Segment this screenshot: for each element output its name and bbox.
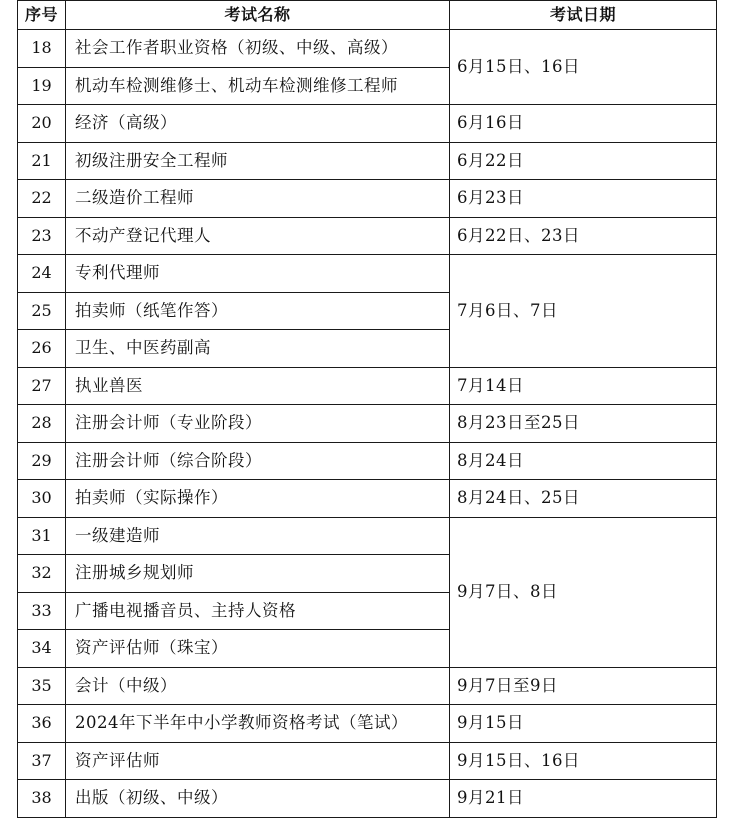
row-number: 38 [18, 780, 66, 818]
table-row [18, 105, 717, 143]
row-number: 26 [18, 330, 66, 368]
row-number: 34 [18, 630, 66, 668]
row-number: 35 [18, 667, 66, 705]
exam-name: 社会工作者职业资格（初级、中级、高级） [66, 30, 450, 68]
exam-date: 6月15日、16日 [450, 30, 717, 105]
exam-name: 专利代理师 [66, 255, 450, 293]
exam-date: 7月14日 [450, 367, 717, 405]
row-number: 32 [18, 555, 66, 593]
table-row [18, 180, 717, 218]
row-number: 29 [18, 442, 66, 480]
table-row [18, 742, 717, 780]
row-number: 18 [18, 30, 66, 68]
exam-name: 拍卖师（纸笔作答） [66, 292, 450, 330]
exam-date: 9月21日 [450, 780, 717, 818]
exam-name: 注册会计师（专业阶段） [66, 405, 450, 443]
row-number: 33 [18, 592, 66, 630]
exam-date: 8月24日 [450, 442, 717, 480]
exam-date: 9月7日至9日 [450, 667, 717, 705]
table-header-row [18, 1, 717, 30]
exam-date: 6月22日、23日 [450, 217, 717, 255]
header-exam-name: 考试名称 [66, 1, 450, 30]
exam-date: 9月15日、16日 [450, 742, 717, 780]
table-row [18, 367, 717, 405]
row-number: 30 [18, 480, 66, 518]
table-row [18, 780, 717, 818]
row-number: 20 [18, 105, 66, 143]
exam-name: 2024年下半年中小学教师资格考试（笔试） [66, 705, 450, 743]
table-row [18, 517, 717, 555]
exam-name: 资产评估师（珠宝） [66, 630, 450, 668]
exam-name: 执业兽医 [66, 367, 450, 405]
table-row [18, 480, 717, 518]
exam-date: 9月7日、8日 [450, 517, 717, 667]
table-row [18, 405, 717, 443]
exam-name: 广播电视播音员、主持人资格 [66, 592, 450, 630]
table-body [18, 30, 717, 818]
row-number: 28 [18, 405, 66, 443]
table-row [18, 142, 717, 180]
exam-date: 6月16日 [450, 105, 717, 143]
exam-schedule-table [17, 0, 717, 818]
table-row [18, 667, 717, 705]
exam-name: 一级建造师 [66, 517, 450, 555]
row-number: 27 [18, 367, 66, 405]
row-number: 21 [18, 142, 66, 180]
table-row [18, 30, 717, 68]
exam-date: 6月22日 [450, 142, 717, 180]
exam-name: 不动产登记代理人 [66, 217, 450, 255]
exam-name: 注册会计师（综合阶段） [66, 442, 450, 480]
exam-name: 经济（高级） [66, 105, 450, 143]
row-number: 37 [18, 742, 66, 780]
row-number: 19 [18, 67, 66, 105]
exam-name: 出版（初级、中级） [66, 780, 450, 818]
table-row [18, 255, 717, 293]
exam-name: 拍卖师（实际操作） [66, 480, 450, 518]
exam-date: 8月24日、25日 [450, 480, 717, 518]
exam-date: 9月15日 [450, 705, 717, 743]
exam-name: 卫生、中医药副高 [66, 330, 450, 368]
table-row [18, 442, 717, 480]
table-row [18, 217, 717, 255]
header-number: 序号 [18, 1, 66, 30]
row-number: 22 [18, 180, 66, 218]
exam-name: 机动车检测维修士、机动车检测维修工程师 [66, 67, 450, 105]
row-number: 31 [18, 517, 66, 555]
exam-name: 注册城乡规划师 [66, 555, 450, 593]
row-number: 25 [18, 292, 66, 330]
row-number: 24 [18, 255, 66, 293]
row-number: 36 [18, 705, 66, 743]
exam-date: 7月6日、7日 [450, 255, 717, 368]
exam-name: 会计（中级） [66, 667, 450, 705]
exam-date: 8月23日至25日 [450, 405, 717, 443]
exam-name: 二级造价工程师 [66, 180, 450, 218]
exam-name: 资产评估师 [66, 742, 450, 780]
table-row [18, 705, 717, 743]
exam-name: 初级注册安全工程师 [66, 142, 450, 180]
row-number: 23 [18, 217, 66, 255]
exam-date: 6月23日 [450, 180, 717, 218]
header-exam-date: 考试日期 [450, 1, 717, 30]
